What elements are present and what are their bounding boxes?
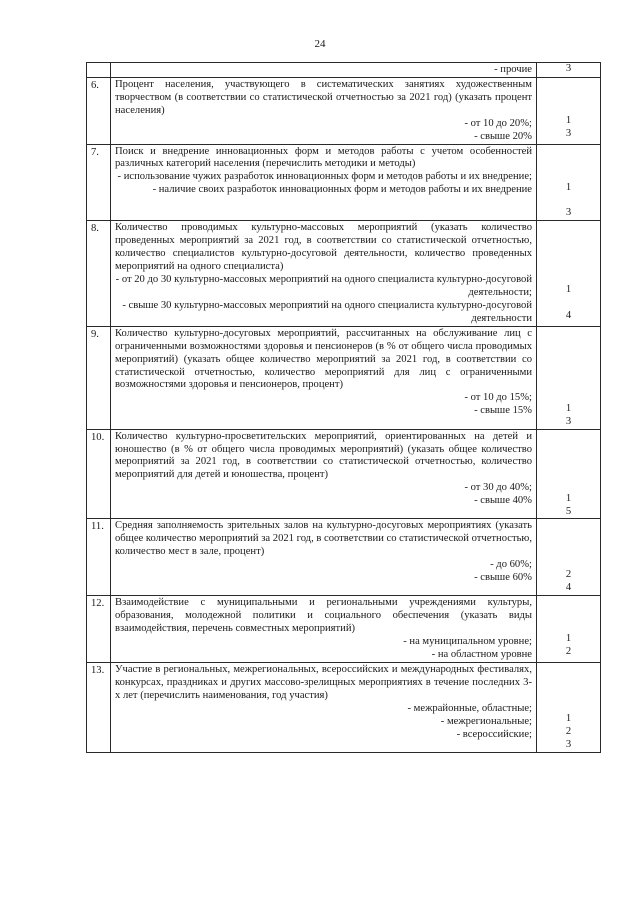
- row-number: 12.: [87, 596, 111, 663]
- score-value: 1: [565, 492, 572, 504]
- score-value: 1: [565, 712, 572, 724]
- table-row: [87, 662, 601, 752]
- option-line: - свыше 15%: [474, 405, 532, 417]
- score-value: 1: [565, 633, 572, 645]
- score-value: 2: [565, 725, 572, 737]
- option-line: - наличие своих разработок инновационных форм и методов работы и их внедрение: [152, 184, 532, 196]
- option-line: - от 10 до 20%;: [464, 117, 532, 129]
- option-line: - межрайонные, областные;: [407, 702, 532, 714]
- option-line: - от 20 до 30 культурно-массовых мероприятий на одного специалиста культурно-досуговой деятельности;: [115, 274, 532, 298]
- table-row: [87, 63, 601, 78]
- criterion-description: Количество культурно-просветительских мероприятий, ориентированных на детей и юношество (в % от общего числа проводимых мероприятий) (указать общее количество мероприятий за 2021 год, в соответствии со статистической отчетностью, количество мероприятий для детей и юношества, процент): [115, 430, 532, 481]
- table-row: [87, 519, 601, 596]
- option-line: - от 10 до 15%;: [464, 392, 532, 404]
- table-row: [87, 596, 601, 663]
- row-number: 10.: [87, 429, 111, 519]
- table-row: [87, 144, 601, 221]
- score-value: 1: [565, 284, 572, 296]
- option-line: - использование чужих разработок инновационных форм и методов работы и их внедрение;: [117, 171, 532, 183]
- option-line: - на областном уровне: [431, 648, 532, 660]
- option-line: - свыше 60%: [474, 572, 532, 584]
- table-row: [87, 326, 601, 429]
- criterion-description: Поиск и внедрение инновационных форм и методов работы с учетом особенностей различных категорий населения (перечислить методики и методы): [115, 145, 532, 170]
- option-line: - всероссийские;: [456, 728, 532, 740]
- score-value: 3: [565, 738, 572, 750]
- option-line: - на муниципальном уровне;: [403, 636, 532, 648]
- page-number: 24: [314, 38, 326, 50]
- option-line: - свыше 20%: [474, 130, 532, 142]
- table-row: [87, 429, 601, 519]
- row-number: 6.: [87, 77, 111, 144]
- table-row: [87, 77, 601, 144]
- table-row: [87, 221, 601, 326]
- criteria-table: [86, 62, 601, 753]
- option-line: - до 60%;: [490, 559, 532, 571]
- criterion-description: Участие в региональных, межрегиональных, всероссийских и международных фестивалях, конкурсах, праздниках и других массово-зрелищных мероприятиях в течение последних 3-х лет (перечислить наименования, год участия): [115, 663, 532, 701]
- option-line: - межрегиональные;: [440, 715, 532, 727]
- criterion-description: Количество проводимых культурно-массовых мероприятий (указать количество проведенных мероприятий за 2021 год, в соответствии со статистической отчетностью, количество специалистов культурно-досуговой деятельности, количество проведенных мероприятий на одного специалиста): [115, 222, 532, 273]
- row-number: 11.: [87, 519, 111, 596]
- option-line: - прочие: [494, 64, 532, 75]
- score-value: 2: [565, 569, 572, 581]
- score-value: 2: [565, 646, 572, 658]
- score-value: 3: [565, 63, 572, 74]
- row-number: 13.: [87, 662, 111, 752]
- row-number: 9.: [87, 326, 111, 429]
- score-value: 4: [565, 582, 572, 594]
- score-value: 3: [565, 207, 572, 219]
- criterion-description: Процент населения, участвующего в систематических занятиях художественным творчеством (в соответствии со статистической отчетностью за 2021 год) (указать процент населения): [115, 78, 532, 116]
- criterion-description: Средняя заполняемость зрительных залов на культурно-досуговых мероприятиях (указать общее количество мероприятий за 2021 год, в соответствии со статистической отчетностью, количество мест в зале, процент): [115, 520, 532, 558]
- score-value: 3: [565, 415, 572, 427]
- score-value: 3: [565, 127, 572, 139]
- score-value: 5: [565, 505, 572, 517]
- score-value: 1: [565, 181, 572, 193]
- score-value: 1: [565, 114, 572, 126]
- option-line: - свыше 40%: [474, 495, 532, 507]
- score-value: 1: [565, 402, 572, 414]
- score-value: 4: [565, 310, 572, 322]
- criterion-description: Взаимодействие с муниципальными и региональными учреждениями культуры, образования, молодежной политики и социального обеспечения (указать виды взаимодействия, перечень совместных мероприятий): [115, 597, 532, 635]
- option-line: - от 30 до 40%;: [464, 482, 532, 494]
- option-line: - свыше 30 культурно-массовых мероприятий на одного специалиста культурно-досуговой деятельности: [122, 299, 532, 324]
- criterion-description: Количество культурно-досуговых мероприятий, рассчитанных на обслуживание лиц с ограниченными возможностями здоровья и пенсионеров (в % от общего числа проводимых мероприятий) (указать общее количество мероприятий за 2021 год, в соответствии со статистической отчетностью, количество мероприятий для лиц с ограниченными возможностями здоровья и пенсионеров, процент): [115, 327, 532, 391]
- row-number: 7.: [87, 144, 111, 221]
- row-number: 8.: [87, 221, 111, 326]
